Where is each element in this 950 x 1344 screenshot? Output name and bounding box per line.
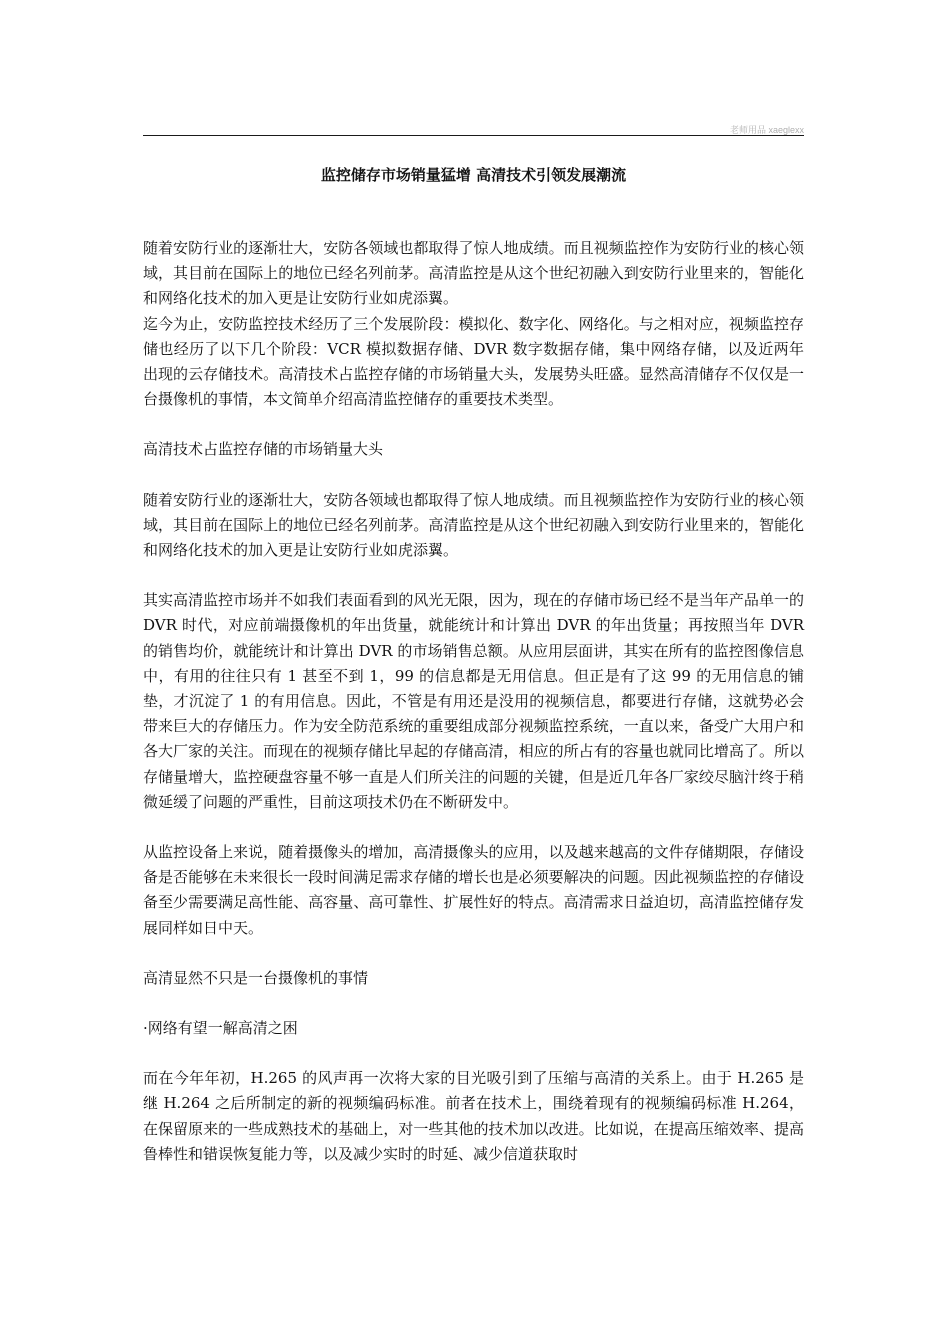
paragraph-market-intro: 随着安防行业的逐渐壮大，安防各领域也都取得了惊人地成绩。而且视频监控作为安防行业的核心领域，其目前在国际上的地位已经名列前茅。高清监控是从这个世纪初融入到安防行业里来的，智能化和网络化技术的加入更是让安防行业如虎添翼。 bbox=[143, 490, 804, 560]
document-title: 监控储存市场销量猛增 高清技术引领发展潮流 bbox=[320, 166, 627, 184]
subheading-network: ·网络有望一解高清之困 bbox=[143, 1019, 298, 1038]
section-heading-market: 高清技术占监控存储的市场销量大头 bbox=[143, 440, 384, 459]
paragraph-stages: 迄今为止，安防监控技术经历了三个发展阶段：模拟化、数字化、网络化。与之相对应，视频监控存储也经历了以下几个阶段：VCR 模拟数据存储、DVR 数字数据存储，集中网络存储，以及近两年出现的云存储技术。高清技术占监控存储的市场销量大头，发展势头旺盛。显然高清储存不仅仅是一台摄像机的事情，本文简单介绍高清监控储存的重要技术类型。 bbox=[143, 314, 804, 409]
paragraph-market-analysis: 其实高清监控市场并不如我们表面看到的风光无限，因为，现在的存储市场已经不是当年产品单一的 DVR 时代，对应前端摄像机的年出货量，就能统计和计算出 DVR 的年出货量；再按照当年 DVR 的销售均价，就能统计和计算出 DVR 的市场销售总额。从应用层面讲，其实在所有的监控图像信息中，有用的往往只有 1 甚至不到 1，99 的信息都是无用信息。但正是有了这 99 的无用信息的铺垫，才沉淀了 1 的有用信息。因此，不管是有用还是没用的视频信息，都要进行存储，这就势必会带来巨大的存储压力。作为安全防范系统的重要组成部分视频监控系统，一直以来，备受广大用户和各大厂家的关注。而现在的视频存储比早起的存储高清，相应的所占有的容量也就同比增高了。所以存储量增大，监控硬盘容量不够一直是人们所关注的问题的关键，但是近几年各厂家绞尽脑汁终于稍微延缓了问题的严重性，目前这项技术仍在不断研发中。 bbox=[143, 591, 804, 811]
paragraph-h265: 而在今年年初，H.265 的风声再一次将大家的目光吸引到了压缩与高清的关系上。由于 H.265 是继 H.264 之后所制定的新的视频编码标准。前者在技术上，围绕着现有的视频编码标准 H.264，在保留原来的一些成熟技术的基础上，对一些其他的技术加以改进。比如说，在提高压缩效率、提高鲁棒性和错误恢复能力等，以及减少实时的时延、减少信道获取时 bbox=[143, 1069, 804, 1163]
paragraph-equipment: 从监控设备上来说，随着摄像头的增加，高清摄像头的应用，以及越来越高的文件存储期限，存储设备是否能够在未来很长一段时间满足需求存储的增长也是必须要解决的问题。因此视频监控的存储设备至少需要满足高性能、高容量、高可靠性、扩展性好的特点。高清需求日益迫切，高清监控储存发展同样如日中天。 bbox=[143, 843, 804, 937]
document-body bbox=[143, 236, 804, 1167]
section-heading-camera: 高清显然不只是一台摄像机的事情 bbox=[143, 968, 369, 987]
header-watermark: 老师用品 xaeglexx bbox=[729, 125, 804, 135]
header-rule bbox=[143, 135, 804, 136]
paragraph-intro: 随着安防行业的逐渐壮大，安防各领域也都取得了惊人地成绩。而且视频监控作为安防行业的核心领域，其目前在国际上的地位已经名列前茅。高清监控是从这个世纪初融入到安防行业里来的，智能化和网络化技术的加入更是让安防行业如虎添翼。 bbox=[143, 239, 804, 308]
